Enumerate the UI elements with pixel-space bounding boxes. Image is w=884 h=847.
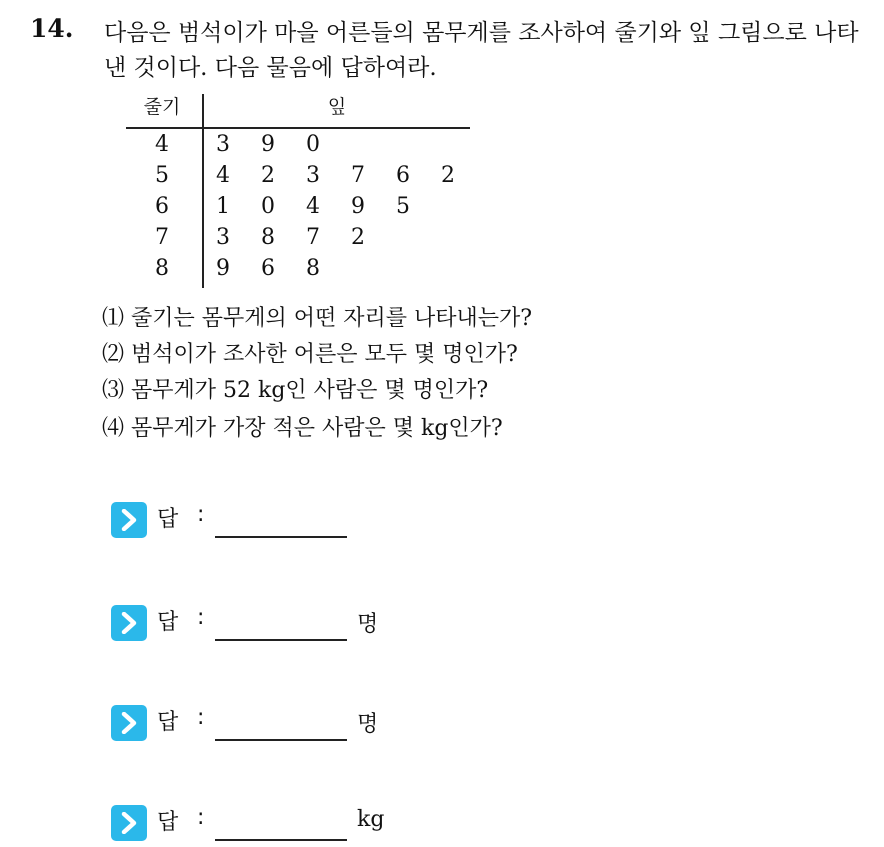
answer-blank[interactable]: [215, 536, 347, 538]
stem-header: 줄기: [143, 96, 181, 118]
answer-colon: :: [197, 805, 205, 830]
leaf-value: 7: [351, 163, 365, 188]
answer-blank[interactable]: [215, 739, 347, 741]
subquestion-2: ⑵ 범석이가 조사한 어른은 모두 몇 명인가?: [102, 342, 518, 367]
stem-value: 4: [155, 132, 169, 157]
chevron-right-icon: [111, 705, 147, 741]
leaf-value: 3: [216, 225, 230, 250]
answer-row-4: [111, 803, 511, 843]
chevron-right-icon: [111, 502, 147, 538]
plot-row: [126, 256, 470, 288]
stem-value: 8: [155, 256, 169, 281]
answer-unit: kg: [357, 807, 385, 832]
answer-colon: :: [197, 605, 205, 630]
leaf-value: 9: [351, 194, 365, 219]
leaf-value: 4: [306, 194, 320, 219]
plot-row: [126, 225, 470, 257]
stem-value: 7: [155, 225, 169, 250]
leaf-value: 3: [306, 163, 320, 188]
leaf-value: 8: [261, 225, 275, 250]
answer-colon: :: [197, 502, 205, 527]
leaf-value: 2: [261, 163, 275, 188]
answer-row-3: [111, 703, 511, 743]
answer-label: 답: [157, 610, 179, 635]
answer-colon: :: [197, 705, 205, 730]
subquestion-1: ⑴ 줄기는 몸무게의 어떤 자리를 나타내는가?: [102, 306, 533, 331]
answer-row-2: [111, 603, 511, 643]
leaf-value: 6: [261, 256, 275, 281]
leaf-value: 7: [306, 225, 320, 250]
answer-blank[interactable]: [215, 639, 347, 641]
leaf-value: 5: [396, 194, 410, 219]
leaf-value: 4: [216, 163, 230, 188]
question-text: 다음은 범석이가 마을 어른들의 몸무게를 조사하여 줄기와 잎 그림으로 나타낸 것이다. 다음 물음에 답하여라.: [104, 20, 859, 81]
leaf-value: 3: [216, 132, 230, 157]
leaf-value: 2: [351, 225, 365, 250]
subquestion-4: ⑷ 몸무게가 가장 적은 사람은 몇 kg인가?: [102, 416, 503, 441]
plot-row: [126, 132, 470, 164]
answer-unit: 명: [357, 712, 379, 737]
leaf-value: 9: [261, 132, 275, 157]
answer-row-1: [111, 500, 511, 540]
answer-unit: 명: [357, 612, 379, 637]
plot-row: [126, 163, 470, 195]
answer-label: 답: [157, 507, 179, 532]
leaf-value: 0: [306, 132, 320, 157]
answer-blank[interactable]: [215, 839, 347, 841]
answer-label: 답: [157, 710, 179, 735]
leaf-value: 2: [441, 163, 455, 188]
subquestion-3: ⑶ 몸무게가 52 kg인 사람은 몇 명인가?: [102, 378, 489, 403]
stem-value: 6: [155, 194, 169, 219]
stem-value: 5: [155, 163, 169, 188]
leaf-value: 6: [396, 163, 410, 188]
question-number: 14.: [30, 14, 74, 43]
leaf-value: 0: [261, 194, 275, 219]
leaf-value: 1: [216, 194, 230, 219]
plot-row: [126, 194, 470, 226]
leaf-header: 잎: [327, 96, 347, 118]
leaf-value: 8: [306, 256, 320, 281]
header-divider: [126, 127, 470, 129]
chevron-right-icon: [111, 805, 147, 841]
answer-label: 답: [157, 810, 179, 835]
chevron-right-icon: [111, 605, 147, 641]
stem-leaf-plot: [126, 92, 472, 292]
leaf-value: 9: [216, 256, 230, 281]
